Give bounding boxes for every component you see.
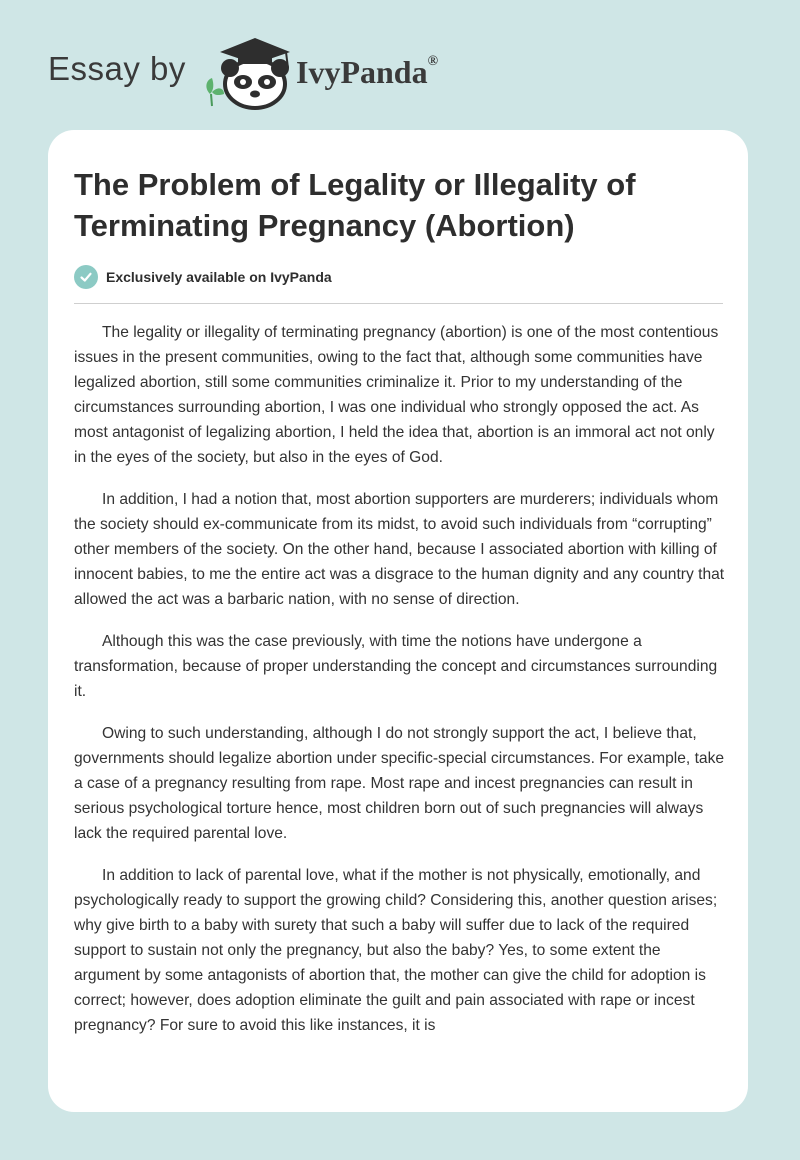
brand-name — [296, 54, 438, 91]
brand-text: IvyPanda — [296, 54, 428, 90]
site-header — [0, 0, 800, 130]
exclusive-badge — [74, 264, 332, 290]
paragraph: In addition to lack of parental love, what if the mother is not physically, emotionally, and psychologically ready to support the growing child? Considering this, another question arises; why give birth to a baby with surety that such a baby will suffer due to lack of the required support to sustain not only the pregnancy, but also the baby? Yes, to some extent the argument by some antagonists of abortion that, the mother can give the child for adoption is correct; however, does adoption eliminate the guilt and pain associated with rape or incest pregnancy? For sure to avoid this like instances, it is — [74, 867, 718, 1034]
paragraph: Owing to such understanding, although I do not strongly support the act, I believe that, governments should legalize abortion under specific-special circumstances. For example, take a case of a pregnancy resulting from rape. Most rape and incest pregnancies can result in serious psychological torture hence, most children born out of such pregnancies will always lack the required parental love. — [74, 725, 725, 842]
ivy-leaf-icon — [206, 78, 224, 106]
registered-mark: ® — [427, 54, 439, 70]
essay-card — [48, 130, 748, 1112]
paragraph: The legality or illegality of terminating pregnancy (abortion) is one of the most contentious issues in the present communities, owing to the fact that, although some communities have legalized abortion, still some communities criminalize it. Prior to my understanding of the circumstances surrounding abortion, I was one individual who strongly opposed the act. As most antagonist of legalizing abortion, I held the idea that, abortion is an immoral act not only in the eyes of the society, but also in the eyes of God. — [74, 324, 719, 466]
panda-graduate-logo-icon — [200, 34, 310, 110]
exclusive-badge-label: Exclusively available on IvyPanda — [106, 269, 332, 285]
title-divider — [74, 303, 723, 304]
essay-title: The Problem of Legality or Illegality of Terminating Pregnancy (Abortion) — [74, 167, 636, 243]
ivypanda-logo[interactable] — [200, 34, 310, 110]
essay-body — [74, 320, 726, 1055]
paragraph: Although this was the case previously, with time the notions have undergone a transformation, because of proper understanding the concept and circumstances surrounding it. — [74, 633, 718, 700]
checkmark-icon — [74, 265, 98, 289]
essay-by-label: Essay by — [48, 50, 186, 87]
paragraph: In addition, I had a notion that, most abortion supporters are murderers; individuals whom the society should ex-communicate from its midst, to avoid such individuals from “corrupting” other members of the society. On the other hand, because I associated abortion with killing of innocent babies, to me the entire act was a disgrace to the human dignity and any country that allowed the act was a barbaric nation, with no sense of direction. — [74, 491, 725, 608]
